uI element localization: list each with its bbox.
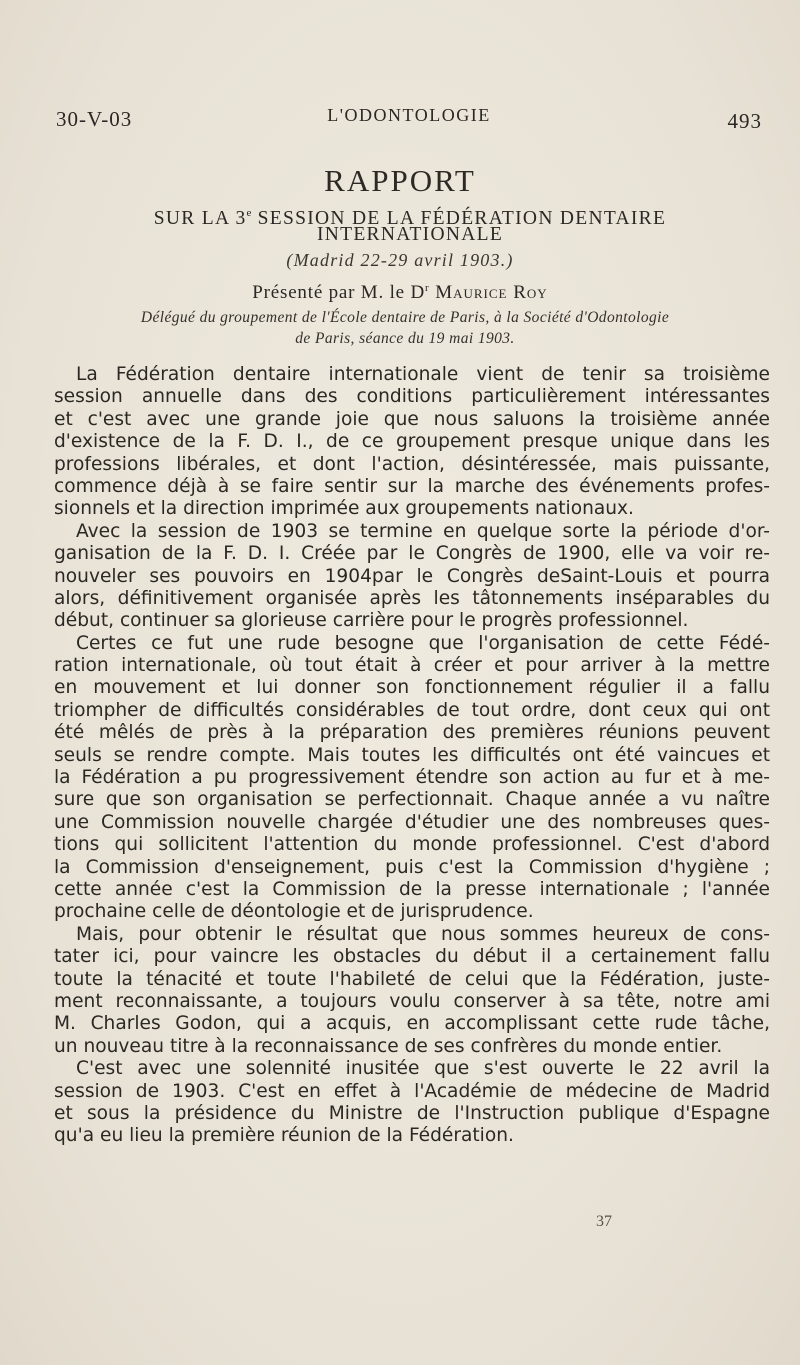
text-line: en mouvement et lui donner son fonctionnement régulier il a fallu [54, 677, 770, 699]
issue-date: 30-V-03 [56, 107, 133, 131]
text-line: et c'est avec une grande joie que nous saluons la troisième année [54, 408, 770, 430]
article-title: RAPPORT [324, 163, 476, 198]
subtitle-superscript: e [246, 207, 252, 219]
presenter-name: Maurice Roy [429, 282, 548, 303]
text-line: toute la ténacité et toute l'habileté de celui que la Fédération, juste- [54, 968, 770, 990]
text-line: seuls se rendre compte. Mais toutes les difficultés ont été vaincues et [54, 744, 770, 766]
text-line: d'existence de la F. D. I., de ce groupement presque unique dans les [54, 431, 770, 453]
text-line: tater ici, pour vaincre les obstacles du début il a certainement fallu [54, 946, 770, 968]
running-header [56, 103, 762, 133]
text-line: Mais, pour obtenir le résultat que nous sommes heureux de cons- [76, 923, 770, 945]
text-line: prochaine celle de déontologie et de jurisprudence. [54, 901, 534, 923]
text-line: la Commission d'enseignement, puis c'est la Commission d'hygiène ; [54, 856, 770, 878]
article-subtitle-line2: INTERNATIONALE [316, 224, 504, 245]
text-line: C'est avec une solennité inusitée que s'est ouverte le 22 avril la [76, 1058, 770, 1080]
text-line: triompher de difficultés considérables de tout ordre, dont ceux qui ont [54, 699, 770, 721]
text-line: ganisation de la F. D. I. Créée par le Congrès de 1900, elle va voir re- [54, 543, 770, 565]
affiliation-line2: de Paris, séance du 19 mai 1903. [295, 330, 515, 347]
signature-mark: 37 [596, 1213, 612, 1230]
text-line: commence déjà à se faire sentir sur la marche des événements profes- [54, 475, 770, 497]
journal-title: L'ODONTOLOGIE [327, 105, 491, 125]
text-line: un nouveau titre à la reconnaissance de ses confrères du monde entier. [54, 1035, 723, 1057]
text-line: sionnels et la direction imprimée aux groupements nationaux. [54, 498, 634, 520]
text-line: qu'a eu lieu la première réunion de la Fédération. [54, 1125, 514, 1147]
text-line: été mêlés de près à la préparation des premières réunions peuvent [54, 722, 770, 744]
text-line: Avec la session de 1903 se termine en quelque sorte la période d'or- [76, 520, 770, 542]
text-line: Certes ce fut une rude besogne que l'organisation de cette Fédé- [76, 632, 770, 654]
text-line: M. Charles Godon, qui a acquis, en accomplissant cette rude tâche, [54, 1013, 770, 1035]
text-line: et sous la présidence du Ministre de l'Instruction publique d'Espagne [54, 1102, 770, 1124]
text-line: tions qui sollicitent l'attention du monde professionnel. C'est d'abord [54, 834, 770, 856]
subtitle-pre: SUR LA 3 [153, 208, 247, 229]
text-line: session de 1903. C'est en effet à l'Académie de médecine de Madrid [54, 1080, 770, 1102]
subtitle-post: SESSION DE LA FÉDÉRATION DENTAIRE [251, 208, 667, 229]
text-line: sure que son organisation se perfectionnait. Chaque année a vu naître [54, 789, 770, 811]
affiliation-line1: Délégué du groupement de l'École dentaire de Paris, à la Société d'Odontologie [140, 309, 670, 326]
text-line: professions libérales, et dont l'action, désintéressée, mais puissante, [54, 453, 770, 475]
text-line: ration internationale, où tout était à créer et pour arriver à la mettre [54, 655, 770, 677]
text-line: La Fédération dentaire internationale vient de tenir sa troisième [76, 364, 770, 385]
text-line: session annuelle dans des conditions particulièrement intéressantes [54, 386, 770, 408]
text-line: une Commission nouvelle chargée d'étudier une des nombreuses ques- [54, 811, 770, 833]
presenter-line [0, 282, 800, 304]
text-line: nouveler ses pouvoirs en 1904par le Congrès deSaint-Louis et pourra [54, 565, 770, 587]
presenter-pre: Présenté par M. le D [252, 282, 425, 303]
text-line: ment reconnaissante, a toujours voulu conserver à sa tête, notre ami [54, 990, 770, 1012]
dateline: (Madrid 22-29 avril 1903.) [286, 250, 514, 270]
body-text [54, 364, 770, 1148]
presenter-superscript: r [425, 282, 430, 294]
page-number: 493 [727, 109, 762, 133]
text-line: la Fédération a pu progressivement étendre son action au fur et à me- [54, 767, 770, 789]
text-line: cette année c'est la Commission de la presse internationale ; l'année [54, 878, 770, 900]
text-line: alors, définitivement organisée après les tâtonnements inséparables du [54, 587, 770, 609]
text-line: début, continuer sa glorieuse carrière pour le progrès professionnel. [54, 610, 689, 632]
